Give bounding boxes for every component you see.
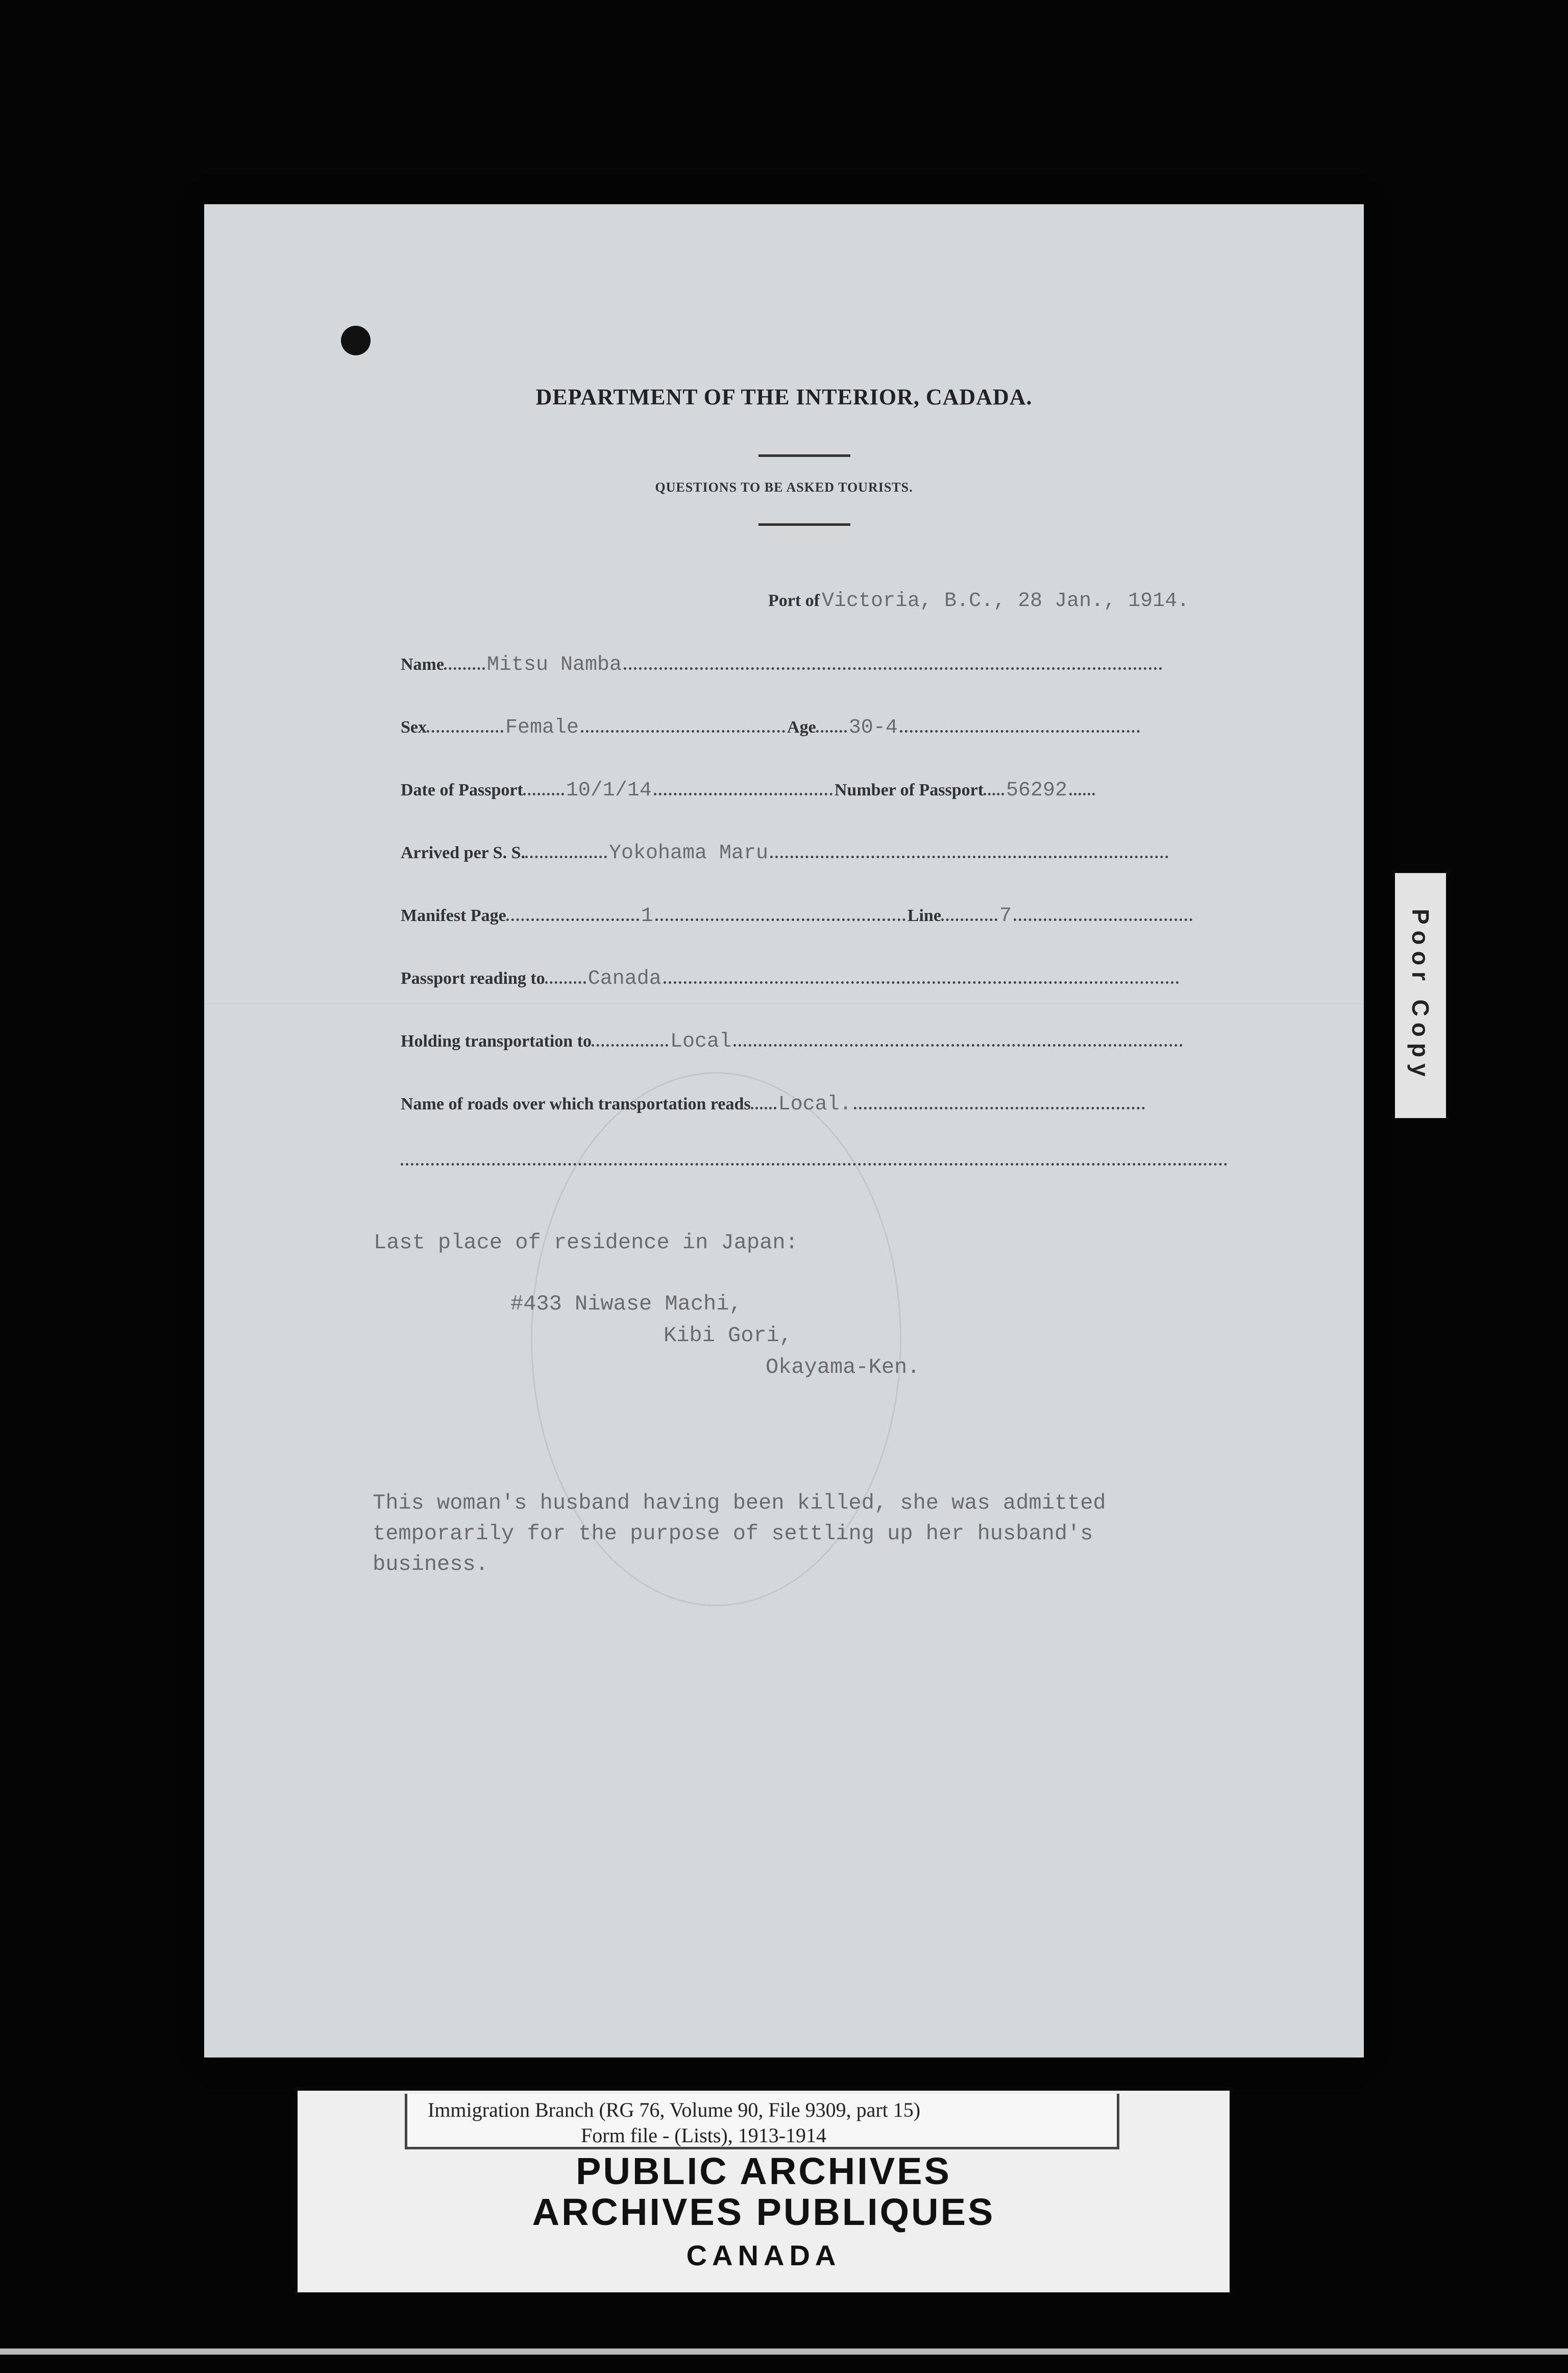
holding-value: Local <box>670 1030 732 1053</box>
name-value: Mitsu Namba <box>486 653 622 676</box>
name-label: Name <box>401 655 444 674</box>
holding-label: Holding transportation to <box>401 1032 592 1051</box>
age-value: 30-4 <box>848 716 898 739</box>
name-row <box>401 653 1162 676</box>
number-passport-label: Number of Passport <box>834 781 984 800</box>
archive-reference-box <box>405 2094 1119 2149</box>
roads-row <box>401 1093 1145 1116</box>
punch-hole <box>341 326 371 355</box>
holding-row <box>401 1030 1183 1053</box>
blank-dotted-line <box>401 1159 1228 1168</box>
roads-value: Local. <box>778 1093 852 1116</box>
port-label: Port of <box>768 591 820 610</box>
age-label: Age <box>787 718 816 737</box>
manifest-label: Manifest Page <box>401 906 506 925</box>
passport-reading-value: Canada <box>587 967 662 990</box>
title-rule-bottom <box>758 523 850 526</box>
arrived-row <box>401 842 1168 865</box>
note-line-1: This woman's husband having been killed, she was admitted <box>373 1491 1106 1515</box>
manifest-row <box>401 905 1192 928</box>
date-passport-label: Date of Passport <box>401 781 523 800</box>
passport-date-row <box>401 779 1095 802</box>
archive-reference-line-2: Form file - (Lists), 1913-1914 <box>581 2124 827 2147</box>
archive-name-fr: ARCHIVES PUBLIQUES <box>532 2191 995 2233</box>
sex-label: Sex <box>401 718 427 737</box>
passport-reading-label: Passport reading to <box>401 969 545 988</box>
roads-label: Name of roads over which transportation reads <box>401 1095 751 1113</box>
note-line-2: temporarily for the purpose of settling up her husband's <box>373 1521 1093 1546</box>
title-rule-top <box>758 454 850 457</box>
residence-line-2: Kibi Gori, <box>664 1323 793 1348</box>
residence-line-3: Okayama-Ken. <box>766 1355 920 1379</box>
number-passport-value: 56292 <box>1006 779 1068 802</box>
archive-reference-line-1: Immigration Branch (RG 76, Volume 90, File 9309, part 15) <box>428 2098 921 2121</box>
line-value: 7 <box>999 905 1012 928</box>
sex-age-row <box>401 716 1140 739</box>
film-edge-strip <box>0 2348 1568 2355</box>
date-passport-value: 10/1/14 <box>566 779 652 802</box>
passport-reading-row <box>401 967 1179 990</box>
year-value: 14. <box>1153 590 1190 613</box>
form-title: DEPARTMENT OF THE INTERIOR, CADADA. <box>535 384 1033 409</box>
document-sheet <box>204 204 1364 2057</box>
port-value: Victoria, B.C., 28 Jan., 19 <box>822 590 1153 613</box>
arrived-value: Yokohama Maru <box>608 842 769 865</box>
archive-label <box>298 2091 1230 2292</box>
archive-name-en: PUBLIC ARCHIVES <box>576 2150 951 2192</box>
residence-heading: Last place of residence in Japan: <box>374 1230 798 1255</box>
manifest-value: 1 <box>641 905 653 928</box>
paper-fold-line <box>204 1003 1364 1004</box>
sex-value: Female <box>505 716 579 739</box>
arrived-label: Arrived per S. S. <box>401 843 525 862</box>
archive-country: CANADA <box>686 2239 841 2271</box>
form-subtitle: QUESTIONS TO BE ASKED TOURISTS. <box>655 480 913 495</box>
port-row <box>768 590 1189 613</box>
poor-copy-stamp: Poor Copy <box>1395 873 1446 1118</box>
line-label: Line <box>907 906 941 925</box>
residence-line-1: #433 Niwase Machi, <box>510 1292 742 1316</box>
note-line-3: business. <box>373 1552 488 1577</box>
